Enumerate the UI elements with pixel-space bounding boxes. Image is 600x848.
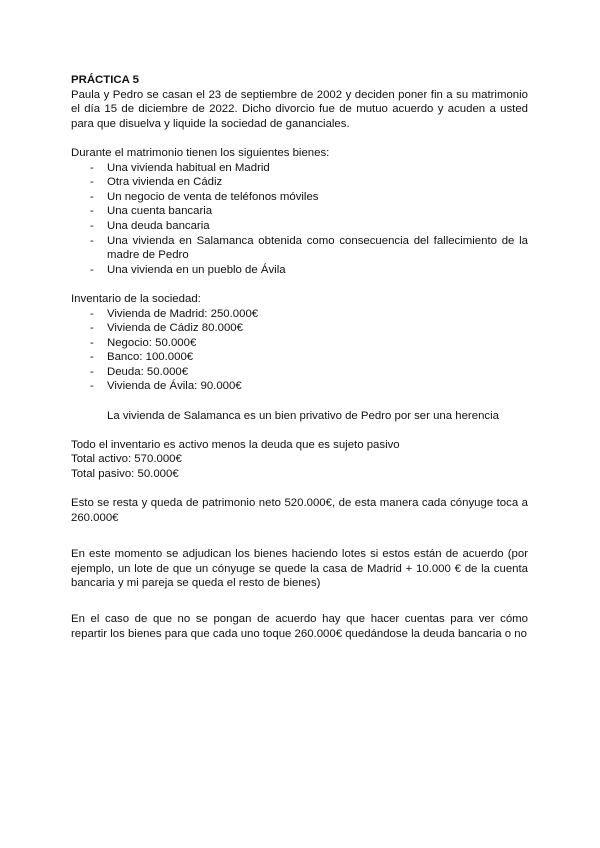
- list-item: - Una deuda bancaria: [90, 219, 210, 232]
- list-item: - Deuda: 50.000€: [90, 365, 189, 378]
- intro-paragraph: Paula y Pedro se casan el 23 de septiembre de 2002 y deciden poner fin a su matrimonio el día 15 de diciembre de 2022. Dicho divorcio fue de mutuo acuerdo y acuden a usted para que disuelva y liquide la sociedad de gananciales.: [71, 88, 528, 130]
- list-item: - Vivienda de Cádiz 80.000€: [90, 322, 243, 335]
- total-pasivo: Total pasivo: 50.000€: [71, 468, 179, 481]
- list-item: - Una cuenta bancaria: [90, 205, 213, 218]
- list-item: - Una vivienda en Salamanca obtenida como consecuencia del fallecimiento de la madre de Pedro: [90, 234, 528, 262]
- list-item: - Negocio: 50.000€: [90, 336, 197, 349]
- adjudicacion-paragraph: En este momento se adjudican los bienes haciendo lotes si estos están de acuerdo (por ejemplo, un lote de que un cónyuge se quede la casa de Madrid + 10.000 € de la cuenta bancaria y mi pareja se queda el resto de bienes): [71, 548, 528, 590]
- document-body: [71, 73, 528, 642]
- list-item: - Una vivienda en un pueblo de Ávila: [90, 263, 286, 276]
- list-item: - Banco: 100.000€: [90, 351, 194, 364]
- reparto-paragraph: En el caso de que no se pongan de acuerdo hay que hacer cuentas para ver cómo repartir los bienes para que cada uno toque 260.000€ quedándose la deuda bancaria o no: [71, 613, 528, 640]
- list-item: - Otra vivienda en Cádiz: [90, 176, 223, 189]
- list-item: - Vivienda de Madrid: 250.000€: [90, 307, 259, 320]
- salamanca-note: La vivienda de Salamanca es un bien privativo de Pedro por ser una herencia: [107, 409, 499, 422]
- total-activo: Total activo: 570.000€: [71, 453, 182, 466]
- bienes-list: [71, 161, 528, 278]
- inventario-heading: Inventario de la sociedad:: [71, 292, 201, 305]
- patrimonio-paragraph: Esto se resta y queda de patrimonio neto 520.000€, de esta manera cada cónyuge toca a 260.000€: [71, 497, 528, 524]
- totales-intro: Todo el inventario es activo menos la deuda que es sujeto pasivo: [71, 438, 400, 451]
- inventario-list: [71, 307, 528, 395]
- page-title: PRÁCTICA 5: [71, 74, 139, 86]
- list-item: - Vivienda de Ávila: 90.000€: [90, 380, 242, 393]
- list-item: - Una vivienda habitual en Madrid: [90, 161, 270, 174]
- bienes-heading: Durante el matrimonio tienen los siguientes bienes:: [71, 146, 330, 159]
- list-item: - Un negocio de venta de teléfonos móviles: [90, 190, 319, 203]
